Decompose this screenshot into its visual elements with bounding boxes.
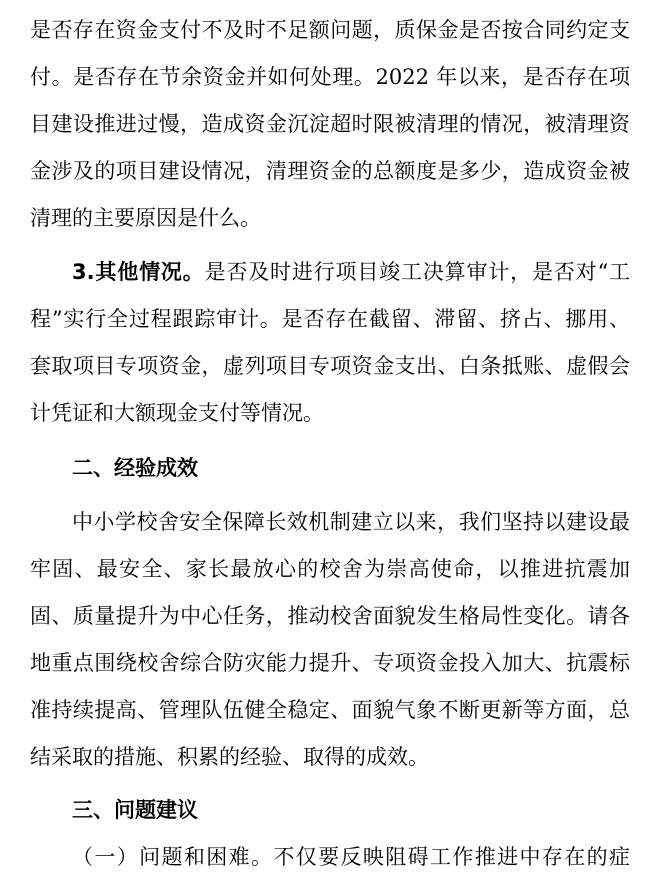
paragraph-line: 准持续提高、管理队伍健全稳定、面貌气象不断更新等方面，总: [30, 698, 630, 722]
other-situation-first-line: [72, 252, 630, 292]
section-heading-experience: 二、经验成效: [72, 456, 198, 480]
paragraph-line: 计凭证和大额现金支付等情况。: [30, 401, 324, 425]
paragraph-line: 中小学校舍安全保障长效机制建立以来，我们坚持以建设最: [72, 510, 630, 534]
paragraph-line: 清理的主要原因是什么。: [30, 206, 261, 230]
paragraph-line: （一）问题和困难。不仅要反映阻碍工作推进中存在的症: [72, 845, 630, 869]
paragraph-line: 目建设推进过慢，造成资金沉淀超时限被清理的情况，被清理资: [30, 112, 630, 136]
other-situation-label: 3.其他情况。: [72, 260, 205, 284]
paragraph-line: 结采取的措施、积累的经验、取得的成效。: [30, 745, 429, 769]
section-heading-problems: 三、问题建议: [72, 798, 198, 822]
paragraph-line: 是否存在资金支付不及时不足额问题，质保金是否按合同约定支: [30, 18, 630, 42]
paragraph-line: 牢固、最安全、家长最放心的校舍为崇高使命，以推进抗震加: [30, 557, 630, 581]
paragraph-line: 付。是否存在节余资金并如何处理。2022 年以来，是否存在项: [30, 65, 630, 89]
paragraph-line: 地重点围绕校舍综合防灾能力提升、专项资金投入加大、抗震标: [30, 651, 630, 675]
paragraph-line: 固、质量提升为中心任务，推动校舍面貌发生格局性变化。请各: [30, 604, 630, 628]
other-situation-text: 是否及时进行项目竣工决算审计，是否对“工: [204, 260, 630, 284]
paragraph-line: 程”实行全过程跟踪审计。是否存在截留、滞留、挤占、挪用、: [30, 307, 630, 331]
paragraph-line: 套取项目专项资金，虚列项目专项资金支出、白条抵账、虚假会: [30, 354, 630, 378]
paragraph-line: 金涉及的项目建设情况，清理资金的总额度是多少，造成资金被: [30, 159, 630, 183]
